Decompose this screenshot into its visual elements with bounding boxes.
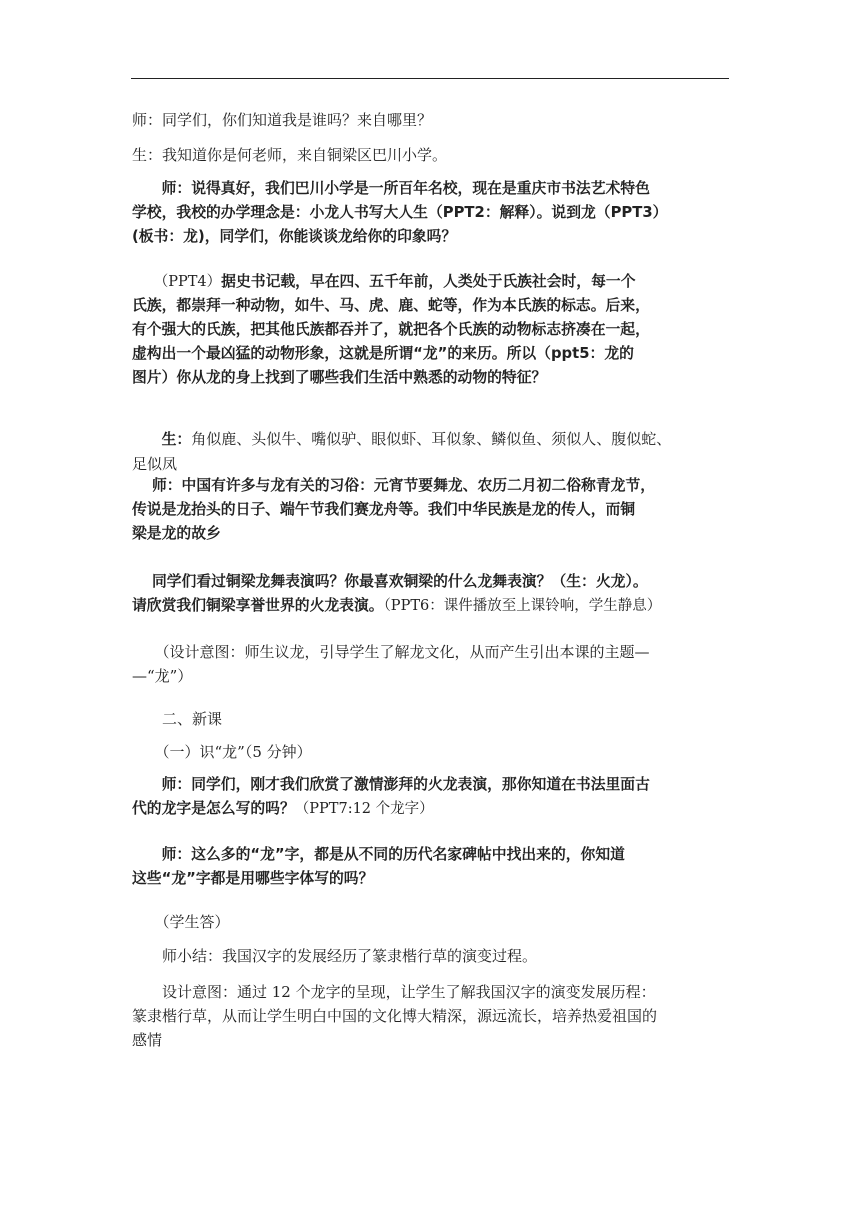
line: 这些“龙”字都是用哪些字体写的吗？ xyxy=(132,870,374,887)
paragraph-teacher-summary xyxy=(132,944,730,968)
line: 传说是龙抬头的日子、端午节我们赛龙舟等。我们中华民族是龙的传人，而铜 xyxy=(132,501,636,518)
line: 师：说得真好，我们巴川小学是一所百年名校，现在是重庆市书法艺术特色 xyxy=(132,180,650,197)
line: 师：这么多的“龙”字，都是从不同的历代名家碑帖中找出来的，你知道 xyxy=(132,846,625,863)
paragraph-dragon-history xyxy=(132,270,730,390)
paragraph-fire-dragon xyxy=(132,570,730,618)
paragraph-script-question xyxy=(132,843,730,891)
line: 角似鹿、头似牛、嘴似驴、眼似虾、耳似象、鳞似鱼、须似人、腹似蛇、 xyxy=(191,430,672,448)
speaker-label: 生： xyxy=(132,431,192,448)
line: 图片）你从龙的身上找到了哪些我们生活中熟悉的动物的特征？ xyxy=(132,369,547,386)
line: 同学们看过铜梁龙舞表演吗？你最喜欢铜梁的什么龙舞表演？（生：火龙）。 xyxy=(132,573,648,590)
line: 梁是龙的故乡 xyxy=(132,525,221,542)
line: 氏族，都崇拜一种动物，如牛、马、虎、鹿、蛇等，作为本氏族的标志。后来， xyxy=(132,297,650,314)
paragraph-teacher-question xyxy=(132,108,730,132)
line: （学生答） xyxy=(132,913,230,931)
line: 请欣赏我们铜梁享誉世界的火龙表演。 xyxy=(132,597,384,614)
paragraph-dragon-customs xyxy=(132,474,730,546)
line: 有个强大的氏族，把其他氏族都吞并了，就把各个氏族的动物标志挤凑在一起， xyxy=(132,321,650,338)
line: 篆隶楷行草，从而让学生明白中国的文化博大精深，源远流长，培养热爱祖国的 xyxy=(132,1007,658,1025)
line: —“龙”） xyxy=(132,667,193,685)
paragraph-school-intro xyxy=(132,177,730,249)
line: 学校，我校的办学理念是：小龙人书写大人生（PPT2：解释）。说到龙（PPT3） xyxy=(132,204,668,221)
paragraph-design-intent-2 xyxy=(132,980,730,1052)
line: 代的龙字是怎么写的吗？ xyxy=(132,800,295,817)
paragraph-design-intent-1 xyxy=(132,640,730,688)
line: 设计意图：通过 12 个龙字的呈现，让学生了解我国汉字的演变发展历程： xyxy=(132,983,656,1001)
line: (板书：龙)，同学们，你能谈谈龙给你的印象吗？ xyxy=(132,228,457,245)
line: （设计意图：师生议龙，引导学生了解龙文化，从而产生引出本课的主题— xyxy=(132,643,650,661)
line: 虚构出一个最凶猛的动物形象，这就是所谓“龙”的来历。所以（ppt5：龙的 xyxy=(132,345,634,362)
line: 师：中国有许多与龙有关的习俗：元宵节要舞龙、农历二月初二俗称青龙节， xyxy=(132,477,656,494)
line: 师：同学们，你们知道我是谁吗？来自哪里？ xyxy=(132,111,433,129)
line: 足似凤 xyxy=(132,455,178,473)
line: 据史书记载，早在四、五千年前，人类处于氏族社会时，每一个 xyxy=(221,273,636,290)
line: 师小结：我国汉字的发展经历了篆隶楷行草的演变过程。 xyxy=(132,947,538,965)
paragraph-dragon-features xyxy=(132,427,730,476)
ppt-marker: （PPT4） xyxy=(132,274,222,290)
paragraph-student-respond xyxy=(132,910,730,934)
subsection-heading xyxy=(132,740,730,764)
line: 师：同学们，刚才我们欣赏了激情澎拜的火龙表演，那你知道在书法里面古 xyxy=(132,776,650,793)
line: （一）识“龙”（5 分钟） xyxy=(132,743,312,761)
ppt-note: （PPT7:12 个龙字） xyxy=(294,801,434,817)
section-heading-new-lesson xyxy=(132,707,730,731)
paragraph-calligraphy-question xyxy=(132,773,730,821)
paragraph-student-answer xyxy=(132,143,730,167)
line: 生：我知道你是何老师，来自铜梁区巴川小学。 xyxy=(132,146,448,164)
ppt-note: （PPT6：课件播放至上课铃响，学生静息） xyxy=(383,598,662,614)
line: 感情 xyxy=(132,1031,163,1049)
header-rule xyxy=(131,78,729,79)
line: 二、新课 xyxy=(132,710,223,728)
